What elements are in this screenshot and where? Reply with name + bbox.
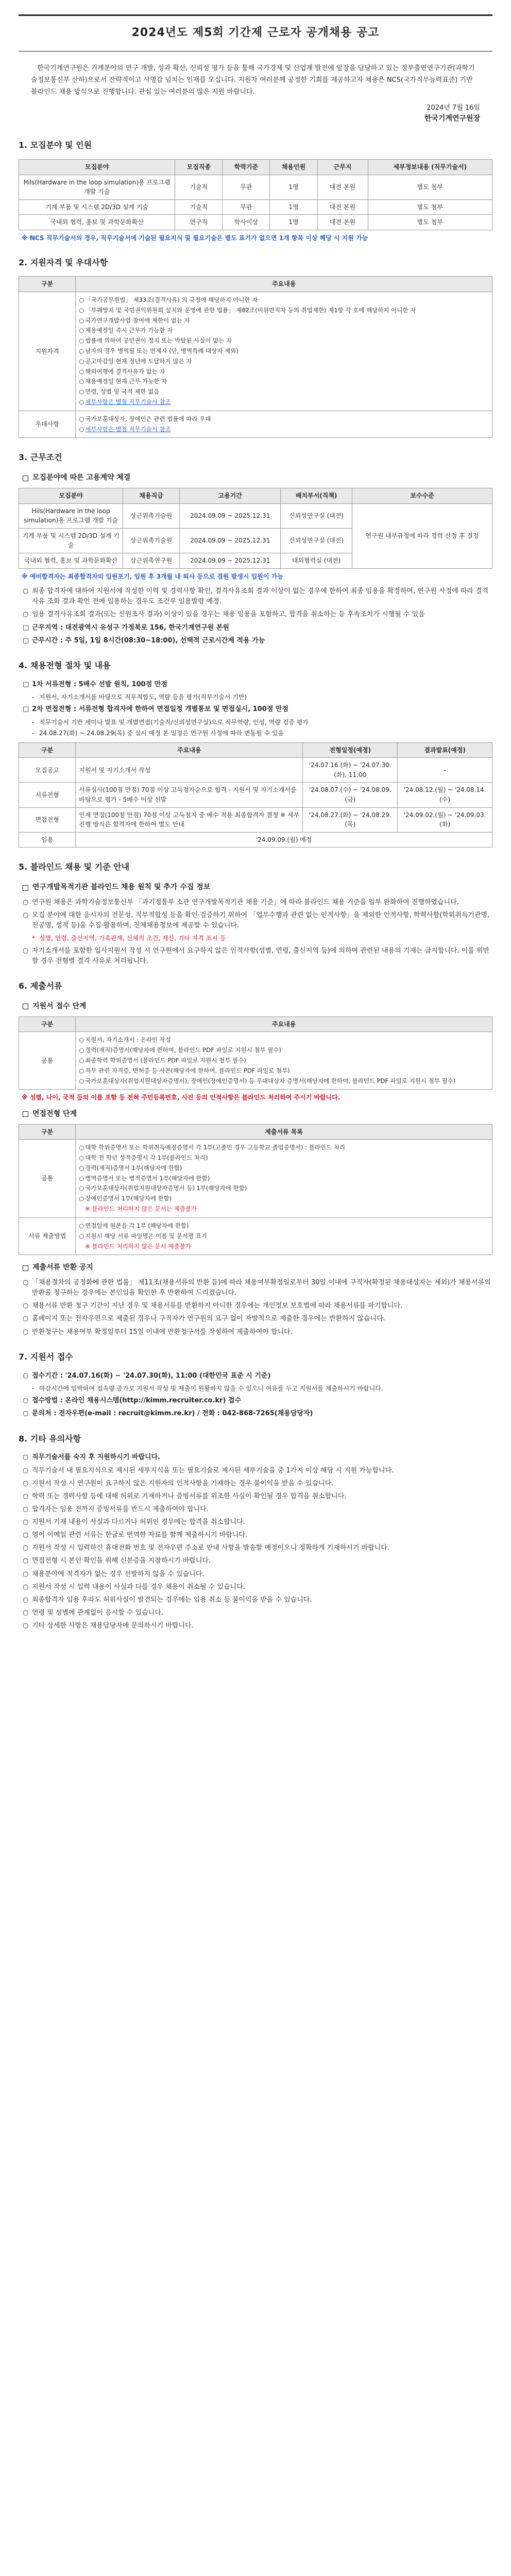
section-8-title: 8. 기타 유의사항 [19,1433,81,1444]
list-item: ○ 연령 및 성별에 관계없이 응시할 수 있습니다. [23,1609,163,1617]
list-item: ○ 경력(재직)증명서(해당자에 한하여, 블라인드 PDF 파일로 지원시 첨부 필수) [79,1046,281,1054]
cell: 별도 첨부 [368,175,492,199]
list-item: ○ 연령, 성별 및 국적 제한 없음 [79,388,160,396]
list-item: - 직무기술서 기반 세미나 발표 및 개별면접(기술직/신뢰성연구실)으로 직무역량, 인성, 역량 검증 평가 [32,718,309,726]
list-item: ○ 직무기술서를 숙지 후 지원하시기 바랍니다. [23,1453,161,1462]
checkbox-icon [23,1265,28,1271]
section-3-note: ※ 예비합격자는 최종합격자의 입원포기, 입원 후 3개월 내 퇴사 등으로 결원 발생시 입원이 가능 [22,572,283,580]
cell: 신뢰성연구실 (대전) [281,528,352,553]
list-item: ○ 「부패방지 및 국민권익위원회 설치와 운영에 관한 법률」 제82조(비위면직자 등의 취업제한) 제1항 각 호에 해당하지 아니한 자 [79,306,416,314]
list-item: ○ 채용분야에 적격자가 없는 경우 선발하지 않을 수 있습니다. [23,1570,205,1578]
cell: '24.09.09.(월) 예정 [76,832,492,848]
section-5-title: 5. 블라인드 채용 및 기준 안내 [19,862,130,872]
list-item: ○ 국가연구개발사업 참여에 제한이 없는 자 [79,316,190,324]
th-period: 고용기간 [180,488,281,503]
list-item: □ 근무시간 : 주 5일, 1일 8시간(08:30~18:00), 선택적 근로시간제 적용 가능 [23,636,265,645]
pref-list-cell [76,411,492,438]
table-row [19,175,492,199]
qual-list [79,296,489,407]
list-item: ○ 모집 분야에 대한 응시자의 전문성, 직무적합성 등을 확인·검증하기 위하여 「업무수행과 관련 없는 인적사항」을 제외한 인적사항, 학력사항(학위취득기관명, 전공명, 성적 등)을 수집·활용하며, 전체채용정보에 제공할 수 있습니다. [23,911,490,930]
cell: 별도 첨부 [368,199,492,215]
list-item: ○ 세부사항은 별첨 직무기술서 참조 [79,398,171,406]
table-row [19,199,492,215]
cell: 기술직 [175,175,223,199]
list-item: ○ 병역증명서 또는 병적증명서 1부(해당자에 한함) [79,1174,210,1182]
table-row [19,783,492,807]
list-item: ○ 해외여행에 결격사유가 없는 자 [79,367,165,375]
list-item: ○ 직무기술서 내 필요지식으로 제시된 세부지식을 또는 필요기술로 제시된 세부기술을 중 1가지 이상 해당 시 지원 가능합니다. [23,1466,394,1475]
cell: 무관 [223,199,270,215]
table-row [19,807,492,832]
list-item: ○ 접수방법 : 온라인 채용시스템(http://kimm.recruiter.co.kr) 접수 [23,1397,242,1405]
table-row [19,503,492,528]
qual-label: 지원자격 [19,292,76,411]
list-item: ○ 문의처 : 전자우편(e-mail : recruit@kimm.re.kr) / 전화 : 042-868-7265(채용담당자) [23,1410,313,1418]
list-item: ○ 직무 관련 자격증, 면허증 등 사본(해당자에 한하여, 블라인드 PDF 파일로 첨부) [79,1066,290,1074]
th-content: 제출서류 목록 [76,1124,492,1140]
cell [76,1032,492,1090]
list-item: ○ 임용 결격사유조회 결과(또는 신원조사 결과) 이상이 있을 경우는 채용 임용을 포함하고, 합격을 취소하는 등 후속조치가 시행될 수 있음 [23,611,425,619]
th-count: 채용인원 [270,159,317,175]
list-item: ○ 경력(재직)증명서 1부(해당자에 한함) [79,1164,182,1172]
cell: 임용 [19,832,76,848]
list-item: ○ 지원서 작성 시 입력하신 휴대전화 번호 및 전자우편 주소로 안내 사항을 발송할 예정이오니 정확하게 기재하시기 바랍니다. [23,1544,390,1552]
list-item: ○ 채용예정일 현재 근무 가능한 자 [79,378,167,385]
work-conditions-table [19,488,492,569]
cell: 1명 [270,175,317,199]
th-category: 구분 [19,1016,76,1032]
documents-interview-table [19,1124,492,1256]
cell: 국내외 협력, 홍보 및 과학문화확산 [19,215,175,230]
cell: 연구직 [175,215,223,230]
list-item: ○ 합격자는 임용 전까지 증빙서류를 반드시 제출하여야 합니다. [23,1505,209,1513]
th-category: 구분 [19,277,76,292]
cell: '24.07.16.(화) ~ '24.07.30.(화), 11:00 [303,758,398,783]
cell: 학사이상 [223,215,270,230]
checkbox-icon [23,1111,28,1117]
cell: 무관 [223,175,270,199]
doc-list [79,1143,489,1214]
list-item: ○ 장애인증명서 1부(해당자에 한함) [79,1195,172,1202]
list-item: ○ 채용서류 반환 청구 기간이 지난 경우 및 채용서류를 반환하지 아니한 경우에는 개인정보 보호법에 따라 채용서류를 파기합니다. [23,1302,403,1310]
list-item: ○ 기타 상세한 사항은 채용담당자에 문의하시기 바랍니다. [23,1622,194,1630]
cell: 국내외 협력, 홍보 및 과학문화확산 [19,553,123,568]
cell: 서류 제출방법 [19,1217,76,1255]
list-item: ○ 지원시 해당 서류 파일명은 이름 및 문서명 표기 [79,1232,207,1240]
list-item: ○ 「국가공무원법」 제33조(결격사유) 의 규정에 해당하지 아니한 자 [79,296,258,303]
list-item: ○ 최종학력 학위증명서 (블라인드 PDF 파일로 지원시 첨부 필수) [79,1056,246,1064]
list-item: ○ 지원서 기재 내용이 사실과 다르거나 허위인 경우에는 합격을 취소합니다. [23,1518,245,1527]
cell: 상근위촉기술원 [123,503,180,528]
section-4-title: 4. 채용전형 절차 및 내용 [19,660,111,670]
cell: 지원서 및 자기소개서 작성 [76,758,303,783]
documents-apply-table [19,1016,492,1090]
cell: '24.08.27.(화) ~ '24.08.29.(목) [303,807,398,832]
list-item: ○ 대학 학위증명서 또는 학위취득예정증명서 각 1부(고졸인 경우 고등학교 졸업증명서) : 블라인드 처리 [79,1144,345,1151]
doc-list [79,1222,489,1251]
list-item: - 지원서, 자기소개서를 바탕으로 직무적합도, 역량 등을 평가(직무기술서 기반) [32,693,247,701]
section-2-title: 2. 지원자격 및 우대사항 [19,257,108,267]
cell: 기계 부품 및 시스템 2D/3D 설계 기술 [19,528,123,553]
list-item: ○ 대학 전 학년 성적증명서 각 1부(블라인드 처리) [79,1154,208,1162]
list-item: ○ 면접전형 시 본인 확인을 위해 신분증을 지참하시기 바랍니다. [23,1557,211,1565]
th-field: 모집분야 [19,488,123,503]
list-item: ○ 학력 또는 경력사항 등에 대해 허위로 기재하거나 증빙서류를 위조한 사실이 확인될 경우 합격을 취소합니다. [23,1492,347,1500]
cell: '24.08.12.(월) ~ '24.08.14.(수) [398,783,492,807]
list-item: ○ 지원서, 자기소개서 : 온라인 작성 [79,1036,171,1044]
list-item: ○ 접수기간 : '24.07.16(화) ~ '24.07.30(화), 11:00 (대한민국 표준 시 기준) [23,1371,271,1380]
cell [76,1217,492,1255]
section-6-subtitle-3: 제출서류 반환 공지 [19,1262,492,1274]
pay-cell: 연구원 내부규정에 따라 경력 산정 후 결정 [352,503,492,568]
section-1-note: ※ NCS 직무기술서의 경우, 직무기술서에 기술된 필요지식 및 필요기술은 별도 표기가 없으면 1개 항목 이상 해당 시 지원 가능 [22,234,368,242]
list-item: ○ 홈페이지 또는 전자우편으로 제출된 경우나 구직자가 연구원의 요구 없이 자발적으로 제출한 경우에는 반환하지 않습니다. [23,1315,385,1323]
th-place: 근무지 [317,159,368,175]
list-item: * 성별, 연령, 출신지역, 가족관계, 신체적 조건, 재산, 기타 자격 표시 등 [32,935,226,942]
list-item: ○ 최종합격자 임용 후라도 허위사실이 발견되는 경우에는 임용 취소 등 불이익을 받을 수 있습니다. [23,1596,312,1604]
list-item: ○ 「채용절차의 공정화에 관한 법률」 제11조(채용서류의 반환 등)에 따라 채용여부확정일로부터 30일 이내에 구직자(확정된 채용대상자는 제외)가 채용서류의 반환을 청구하는 경우에는 본인임을 확인한 후 반환하여 드리겠습니다. [23,1279,491,1297]
table-row [19,832,492,848]
cell: '24.08.07.(수) ~ '24.08.09.(금) [303,783,398,807]
th-pay: 보수수준 [352,488,492,503]
pref-list [79,415,489,434]
cell: 상근위촉기술원 [123,528,180,553]
cell: Hils(Hardware in the loop simulation)용 프로그램 개발 기술 [19,175,175,199]
list-item: - 마감시간에 임박하여 접속량 증가로 지원서 작성 및 제출이 원활하지 않을 수 있으니 여유를 두고 지원서를 제출하시기 바랍니다. [32,1384,383,1392]
section-5-subtitle: 연구개발목적기관 블라인드 채용 원칙 및 추가 수집 정보 [19,882,492,893]
doc-list [79,1036,489,1086]
cell: 기계 부품 및 시스템 2D/3D 설계 기술 [19,199,175,215]
list-item: ○ 국가보훈대상자(취업지원대상자증명서), 장애인(장애인증명서) 등 우대대상자 증명서(해당자에 한하여, 블라인드 PDF 파일로 지원시 첨부 필수) [79,1077,456,1084]
cell: 2024.09.09 ~ 2025.12.31 [180,528,281,553]
cell: 기술직 [175,199,223,215]
list-item: ○ 국가보훈대상자(취업지원대상자증명서 등) 1부(해당자에 한함) [79,1184,247,1192]
section-6-subtitle-2: 면접전형 단계 [19,1109,492,1120]
list-item: - 24.08.27(화) ~ 24.08.29(목) 중 실시 예정 본 일정은 연구원 사정에 따라 변동될 수 있음 [32,730,284,737]
cell: 대전 본원 [317,215,368,230]
cell: 공통 [19,1140,76,1218]
notice-date: 2024년 7월 16일 [427,104,480,112]
th-category: 구분 [19,742,76,758]
section-6-title: 6. 제출서류 [19,981,62,991]
th-edu: 학력기준 [223,159,270,175]
cell: 1명 [270,199,317,215]
section-6-note: ※ 성별, 나이, 국적 등의 이름 포함 등 전혀 주민등록번호, 사진 등의 인적사항은 블라인드 처리하여 주시기 바랍니다. [22,1094,340,1101]
table-row [19,1140,492,1218]
selection-process-table [19,742,492,848]
section-6-subtitle-1: 지원서 접수 단계 [19,1001,492,1012]
checkbox-icon [23,885,28,891]
page-title: 2024년도 제5회 기간제 근로자 공개채용 공고 [19,14,492,52]
section-3-title: 3. 근무조건 [19,452,62,463]
cell: 2024.09.09 ~ 2025.12.31 [180,503,281,528]
list-item: ※ 블라인드 처리하지 않은 문서 제출불가 [85,1242,191,1250]
section-1-title: 1. 모집분야 및 인원 [19,140,92,150]
checkbox-icon [23,476,28,481]
th-type: 모집직종 [175,159,223,175]
list-item: ○ 영어 이메일 관련 서류는 한글로 번역한 자료를 함께 제출하시기 바랍니다. [23,1531,248,1539]
list-item: ○ 반환청구는 채용여부 확정일부터 15일 이내에 반환청구서를 작성하여 제출하여야 합니다. [23,1328,293,1336]
table-row [19,292,492,411]
list-item: ○ 채용예정일 즉시 근무가 가능한 자 [79,327,173,334]
cell: 1명 [270,215,317,230]
list-item: ※ 블라인드 처리하지 않은 문서는 제출불가 [85,1205,197,1213]
list-item: □ 근무지역 : 대전광역시 유성구 가정북로 156, 한국기계연구원 본원 [23,623,229,632]
pref-label: 우대사항 [19,411,76,438]
table-row [19,758,492,783]
cell [76,1140,492,1218]
list-item: ○ 면접일에 원본을 각 1부 (해당자에 한함) [79,1222,189,1229]
cell: 신뢰성연구실 (대전) [281,503,352,528]
cell: 대전 본원 [317,199,368,215]
th-detail: 세부정보내용 (직무기술서) [368,159,492,175]
th-result: 결과발표(예정) [398,742,492,758]
th-schedule: 전형일정(예정) [303,742,398,758]
cell: 인재 면접(100점 만점) 70점 이상 고득점자 중 배수 적용 최종합격자 결정 ※ 세부 진행 방식은 합격자에 한하여 별도 안내 [76,807,303,832]
table-row [19,215,492,230]
section-3-subtitle: 모집분야에 따른 고용계약 체결 [19,472,492,484]
list-item: □ 2차 면접전형 : 서류전형 합격자에 한하여 면접일정 개별통보 및 면접실시, 100점 만점 [23,705,288,714]
cell: Hils(Hardware in the loop simulation)용 프로그램 개발 기술 [19,503,123,528]
checkbox-icon [23,1004,28,1009]
cell: 상근위촉연구원 [123,553,180,568]
list-item: ○ 공고마감일 현재 정년에 도달하지 않은 자 [79,357,192,365]
cell: '24.09.02.(월) ~ '24.09.03.(화) [398,807,492,832]
cell: 공통 [19,1032,76,1090]
list-item: ○ 남자의 경우 병역필 또는 면제자 (단, 병역특례 대상자 제외) [79,347,239,354]
th-content: 주요내용 [76,277,492,292]
table-row [19,1217,492,1255]
th-grade: 채용직급 [123,488,180,503]
qual-list-cell [76,292,492,411]
cell: 서류전형 [19,783,76,807]
section-7-title: 7. 지원서 접수 [19,1351,73,1362]
th-field: 모집분야 [19,159,175,175]
cell: 2024.09.09 ~ 2025.12.31 [180,553,281,568]
th-dept: 배치부서(직책) [281,488,352,503]
table-row [19,411,492,438]
list-item: ○ 지원서 작성 시 연구원이 요구하지 않은 지원자의 인적사항을 기재하는 경우 불이익을 받을 수 있습니다. [23,1479,334,1487]
list-item: ○ 법률에 의하여 공민권이 정지 또는 박탈된 사실이 없는 자 [79,337,232,345]
cell: 서류심사(100점 만점) 70점 이상 고득점자순으로 합격 - 지원서 및 자기소개서를 바탕으로 평가 - 5배수 이상 선발 [76,783,303,807]
recruit-fields-table [19,159,492,230]
list-item: ○ 자기소개서를 포함한 입사지원서 작성 시 연구원에서 요구하지 않은 인적사항(성별, 연령, 출신지역 등)에 의하여 관련된 내용의 기재는 금지합니다. 이를 위반할 경우 전형별 결격 사유로 처리됩니다. [23,946,490,965]
intro-text: 한국기계연구원은 기계분야의 연구 개발, 성과 확산, 신뢰성 평가 등을 통해 국가경제 및 산업계 발전에 앞장을 담당하고 있는 정부출연연구기관(과학기술정보통신부 산하)으로서 잔략적이고 사명감 넘치는 인재를 모십니다. 지원자 여러분께 공정한 기회를 제공하고자 채용은 NCS(국가직무능력표준) 기반 블라인드 채용 방식으로 진행합니다. 관심 있는 여러분의 많은 지원 바랍니다. [31,64,475,96]
table-row [19,1032,492,1090]
list-item: ○ 국가보훈대상자, 장애인은 관련 법률에 따라 우대 [79,415,211,422]
list-item: ○ 지원서 작성 시 입력 내용이 사실과 다를 경우 채용이 취소될 수 있습니다. [23,1583,245,1591]
qualification-table [19,276,492,438]
cell: 모집공고 [19,758,76,783]
cell: 대외협력실 (대전) [281,553,352,568]
th-category: 구분 [19,1124,76,1140]
list-item: □ 1차 서류전형 : 5배수 선발 원칙, 100점 만점 [23,680,167,688]
list-item: ○ 세부사항은 별첨 직무기술서 참조 [79,425,171,433]
list-item: ○ 연구원 채용은 과학기술정보통신부 「과기정통부 소관 연구개발목적기관 채용 기준」에 따라 블라인드 채용 기준을 일부 완화하여 진행하였습니다. [23,898,459,906]
cell: - [398,758,492,783]
list-item: ○ 최종 합격자에 대하여 지원서에 작성한 이력 및 경력사항 확인, 결격사유조회 결과 이상이 없는 경우에 한하여 최종 임용을 확정하며, 연구원 사정에 따라 결격사유 조회 결과 확인 전에 임용하는 경우도 조건부 임용발령 예정. [23,587,489,606]
cell: 대전 본원 [317,175,368,199]
th-content: 주요내용 [76,742,303,758]
cell: 면접전형 [19,807,76,832]
notice-org: 한국기계연구원장 [424,114,480,123]
cell: 별도 첨부 [368,215,492,230]
th-content: 주요내용 [76,1016,492,1032]
